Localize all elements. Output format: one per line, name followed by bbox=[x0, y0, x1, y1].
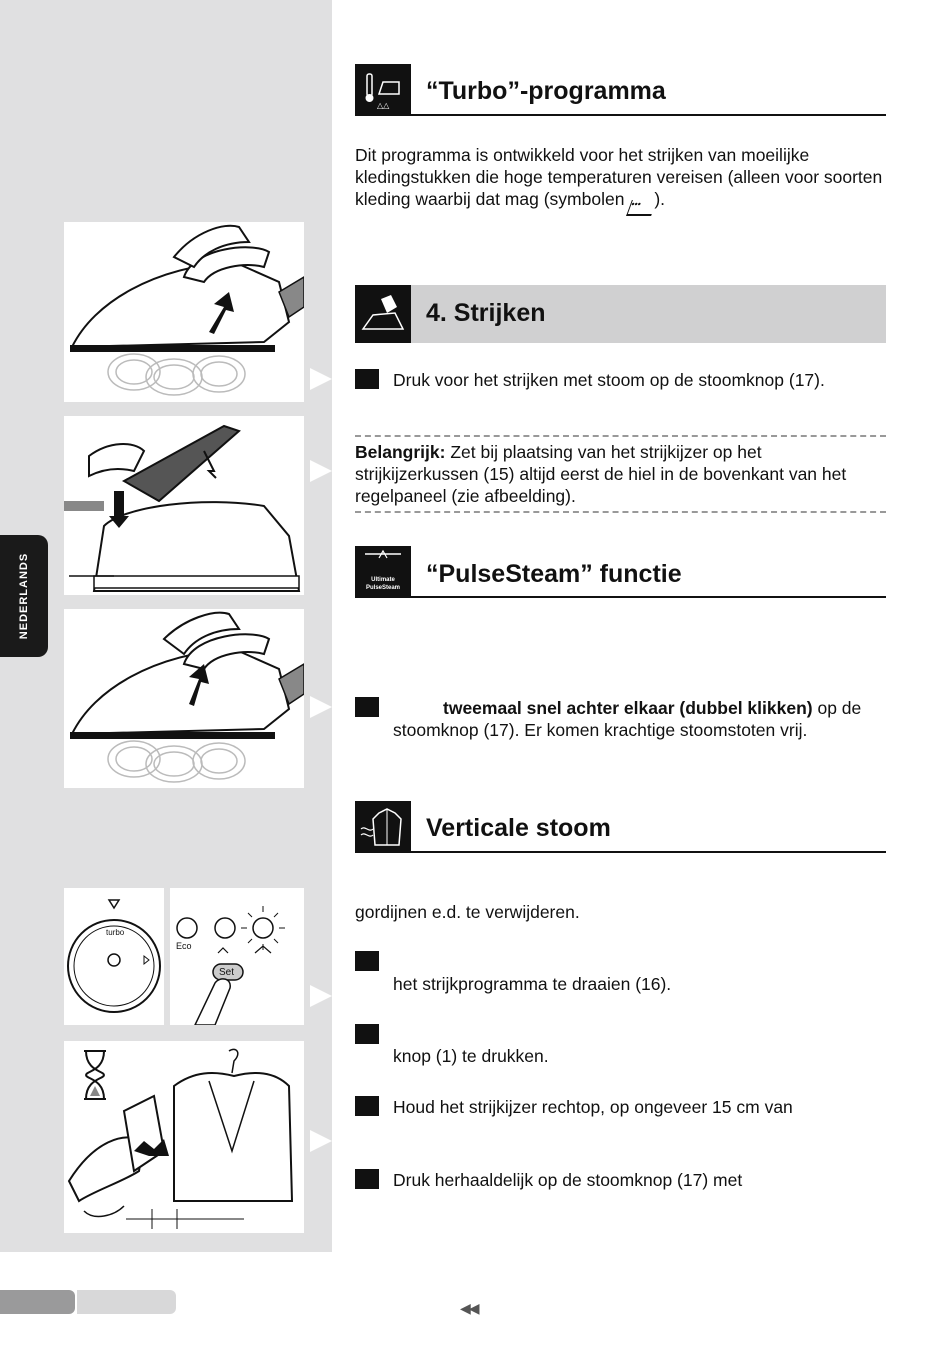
verticale-step-1: het strijkprogramma te draaien (16). bbox=[393, 974, 672, 994]
language-tab bbox=[0, 535, 48, 657]
step-bullet bbox=[355, 369, 379, 389]
verticale-step-4: Druk herhaaldelijk op de stoomknop (17) met bbox=[393, 1170, 743, 1190]
section-title: “Turbo”-programma bbox=[426, 77, 666, 105]
section-verticale-header bbox=[355, 801, 886, 853]
section-turbo-header bbox=[355, 64, 886, 116]
verticale-step-3: Houd het strijkijzer rechtop, op ongeveer 15 cm van bbox=[393, 1097, 793, 1117]
svg-text:△△: △△ bbox=[377, 101, 390, 110]
pointer-arrow bbox=[310, 1130, 332, 1152]
pointer-arrow bbox=[310, 368, 332, 390]
dial-turbo-label: turbo bbox=[106, 928, 125, 937]
pointer-arrow bbox=[310, 696, 332, 718]
eco-label: Eco bbox=[176, 941, 192, 951]
important-note: Belangrijk: Zet bij plaatsing van het strijkijzer op het strijkijzerkussen (15) altijd eerst de hiel in de bovenkant van het regelpaneel (zie afbeelding). bbox=[355, 442, 847, 506]
page-number-tab-light bbox=[77, 1290, 176, 1314]
step-bullet bbox=[355, 1024, 379, 1044]
pulsesteam-step: tweemaal snel achter elkaar (dubbel klikken) op de stoomknop (17). Er komen krachtige stoomstoten vrij. bbox=[393, 698, 862, 740]
set-button-label: Set bbox=[219, 967, 235, 978]
steam-jacket-icon bbox=[355, 801, 411, 851]
turbo-description: Dit programma is ontwikkeld voor het strijken van moeilijke kledingstukken die hoge temperaturen vereisen (alleen voor soorten kleding waarbij dat mag (symbolen ••• ). bbox=[355, 144, 887, 216]
step-bullet bbox=[355, 1169, 379, 1189]
language-label: NEDERLANDS bbox=[18, 552, 30, 640]
illustration-vertical-steam bbox=[64, 1041, 304, 1233]
ironing-hand-icon bbox=[355, 285, 411, 343]
illustration-iron-steam-1 bbox=[64, 222, 304, 402]
illustration-iron-on-base bbox=[64, 416, 304, 595]
verticale-step-2: knop (1) te drukken. bbox=[393, 1046, 549, 1066]
iron-dots-icon: ••• bbox=[626, 200, 657, 216]
nav-arrows-icon: ◀◀ bbox=[460, 1300, 478, 1316]
pointer-arrow bbox=[310, 985, 332, 1007]
strijken-step-1: Druk voor het strijken met stoom op de stoomknop (17). bbox=[393, 370, 825, 390]
illustration-control-buttons bbox=[170, 888, 304, 1025]
illustration-iron-steam-2 bbox=[64, 609, 304, 788]
divider bbox=[355, 511, 886, 513]
step-bullet bbox=[355, 1096, 379, 1116]
section-title: Verticale stoom bbox=[426, 814, 611, 842]
ultimate-pulsesteam-icon: Ultimate PulseSteam bbox=[355, 546, 411, 596]
page-number-tab bbox=[0, 1290, 75, 1314]
section-pulsesteam-header bbox=[355, 546, 886, 598]
divider bbox=[355, 435, 886, 437]
section-title: “PulseSteam” functie bbox=[426, 560, 682, 588]
section-strijken-header bbox=[355, 285, 886, 343]
verticale-intro: gordijnen e.d. te verwijderen. bbox=[355, 902, 580, 922]
pointer-arrow bbox=[310, 460, 332, 482]
section-title: 4. Strijken bbox=[426, 299, 546, 327]
thermometer-iron-icon bbox=[355, 64, 411, 114]
step-bullet bbox=[355, 697, 379, 717]
step-bullet bbox=[355, 951, 379, 971]
illustration-program-dial bbox=[64, 888, 164, 1025]
